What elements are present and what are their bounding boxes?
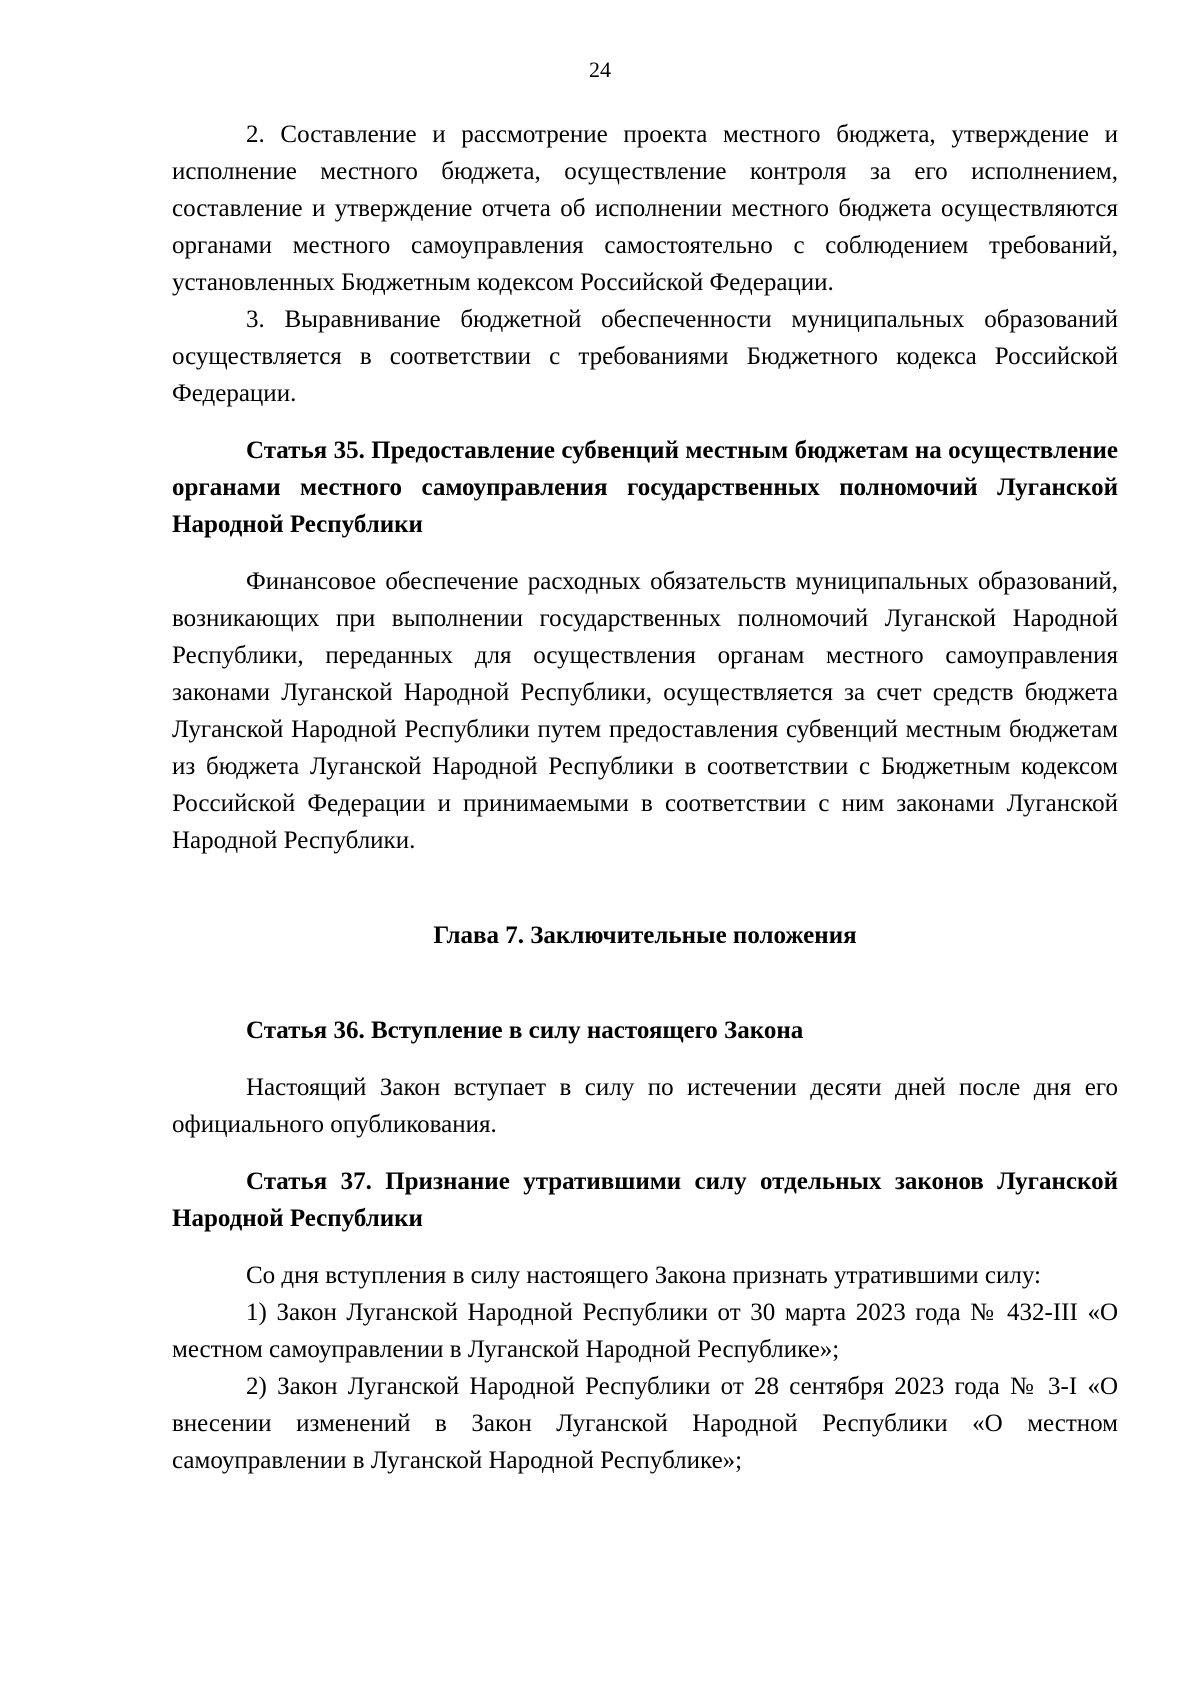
article-37-item-1: 1) Закон Луганской Народной Республики от 30 марта 2023 года № 432-III «О местном самоуправлении в Луганской Народной Республике»;	[172, 1299, 1118, 1363]
article-36-title: Статья 36. Вступление в силу настоящего Закона	[246, 1017, 804, 1044]
paragraph-2: 2. Составление и рассмотрение проекта местного бюджета, утверждение и исполнение местного бюджета, осуществление контроля за его исполнением, составление и утверждение отчета об исполнении местного бюджета осуществляются органами местного самоуправления самостоятельно с соблюдением требований, установленных Бюджетным кодексом Российской Федерации.	[172, 121, 1118, 296]
page-number: 24	[589, 57, 611, 82]
article-35-title: Статья 35. Предоставление субвенций местным бюджетам на осуществление органами местного самоуправления государственных полномочий Луганской Народной Республики	[172, 437, 1118, 538]
paragraph-3: 3. Выравнивание бюджетной обеспеченности муниципальных образований осуществляется в соответствии с требованиями Бюджетного кодекса Российской Федерации.	[172, 306, 1118, 407]
article-37-item-2: 2) Закон Луганской Народной Республики от 28 сентября 2023 года № 3-I «О внесении изменений в Закон Луганской Народной Республики «О местном самоуправлении в Луганской Народной Республике»;	[172, 1373, 1118, 1474]
article-36-text: Настоящий Закон вступает в силу по истечении десяти дней после дня его официального опубликования.	[172, 1074, 1118, 1138]
document-body	[172, 116, 1118, 1479]
chapter-7-title: Глава 7. Заключительные положения	[433, 922, 857, 949]
article-37-title: Статья 37. Признание утратившими силу отдельных законов Луганской Народной Республики	[172, 1168, 1118, 1232]
article-35-text: Финансовое обеспечение расходных обязательств муниципальных образований, возникающих при выполнении государственных полномочий Луганской Народной Республики, переданных для осуществления органам местного самоуправления законами Луганской Народной Республики, осуществляется за счет средств бюджета Луганской Народной Республики путем предоставления субвенций местным бюджетам из бюджета Луганской Народной Республики в соответствии с Бюджетным кодексом Российской Федерации и принимаемыми в соответствии с ним законами Луганской Народной Республики.	[172, 568, 1118, 854]
article-37-intro: Со дня вступления в силу настоящего Закона признать утратившими силу:	[246, 1262, 1041, 1289]
